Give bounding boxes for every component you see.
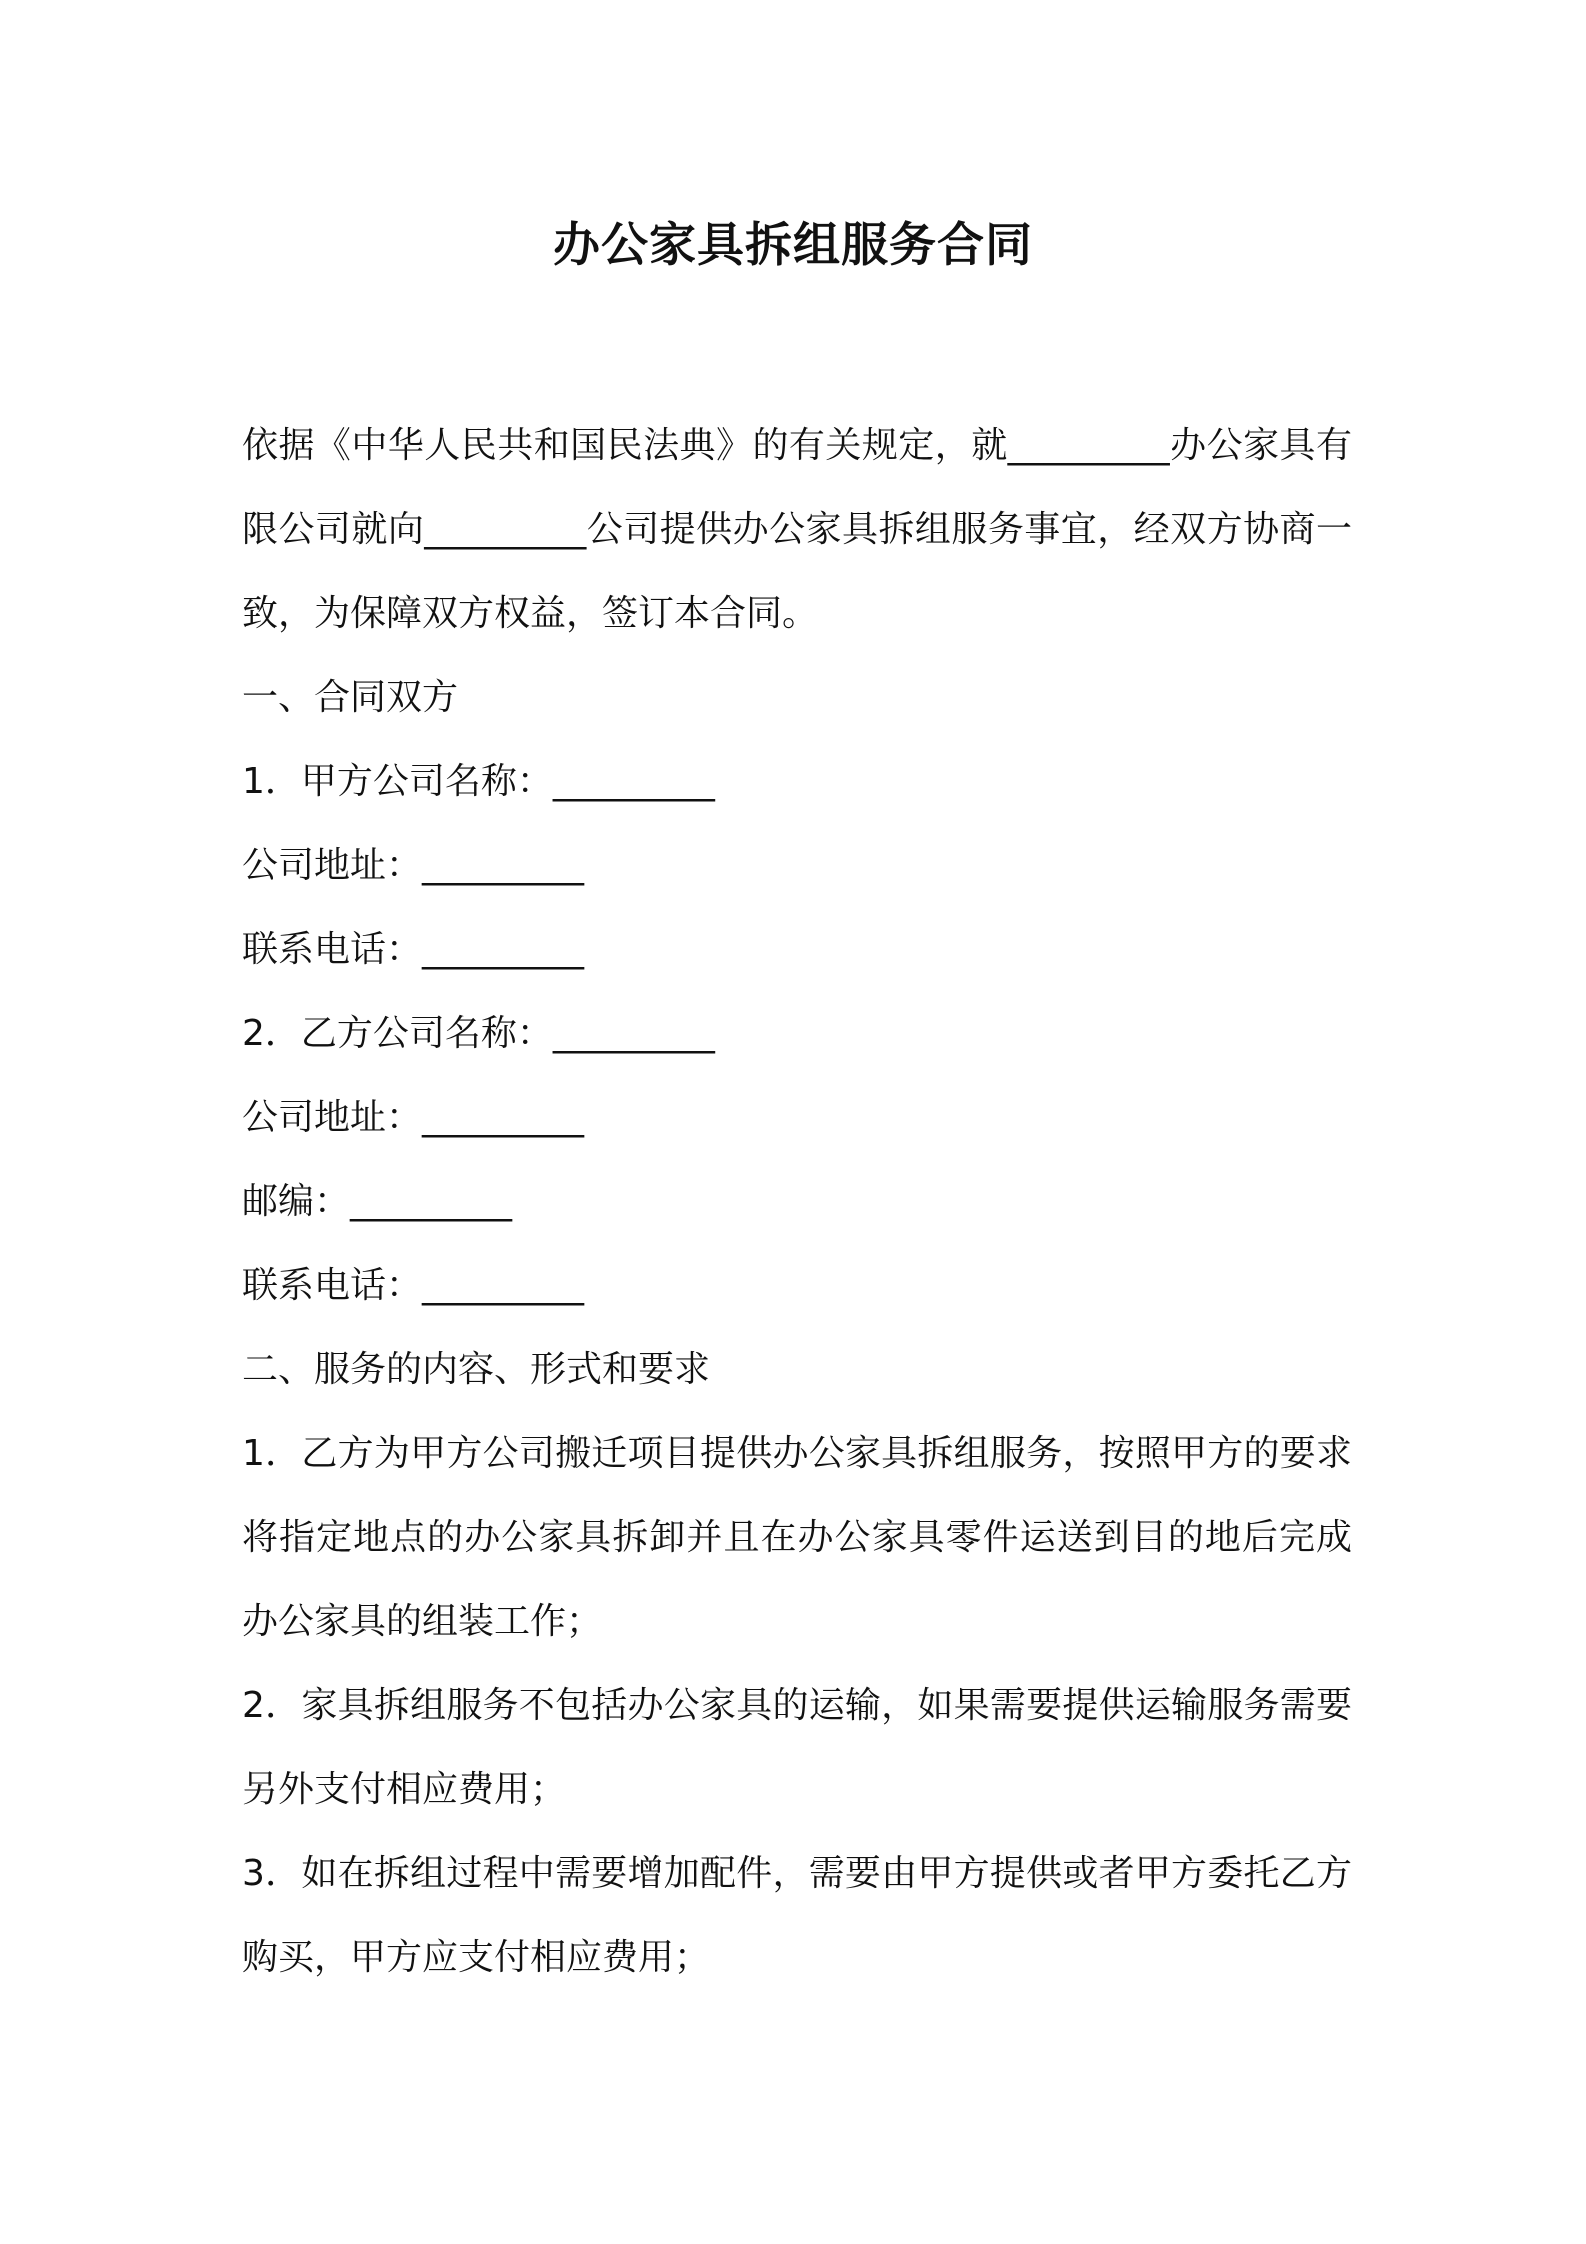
party-a-name-field: 1．甲方公司名称：_________ [242,761,715,802]
document-title: 办公家具拆组服务合同 [553,218,1033,273]
contract-body [242,404,1352,2000]
party-b-postcode-field: 邮编：_________ [242,1181,513,1222]
party-b-address-field: 公司地址：_________ [242,1097,585,1138]
party-b-name-field: 2．乙方公司名称：_________ [242,1013,715,1054]
party-a-address-field: 公司地址：_________ [242,845,585,886]
section-heading-parties: 一、合同双方 [242,677,459,718]
service-item-2: 2．家具拆组服务不包括办公家具的运输，如果需要提供运输服务需要另外支付相应费用； [242,1685,1352,1810]
section-heading-service: 二、服务的内容、形式和要求 [242,1349,711,1390]
intro-paragraph: 依据《中华人民共和国民法典》的有关规定，就_________办公家具有限公司就向_________公司提供办公家具拆组服务事宜，经双方协商一致，为保障双方权益，签订本合同。 [242,425,1352,634]
party-b-phone-field: 联系电话：_________ [242,1265,585,1306]
service-item-3: 3．如在拆组过程中需要增加配件，需要由甲方提供或者甲方委托乙方购买，甲方应支付相应费用； [242,1853,1352,1978]
service-item-1: 1．乙方为甲方公司搬迁项目提供办公家具拆组服务，按照甲方的要求将指定地点的办公家具拆卸并且在办公家具零件运送到目的地后完成办公家具的组装工作； [242,1433,1352,1642]
party-a-phone-field: 联系电话：_________ [242,929,585,970]
